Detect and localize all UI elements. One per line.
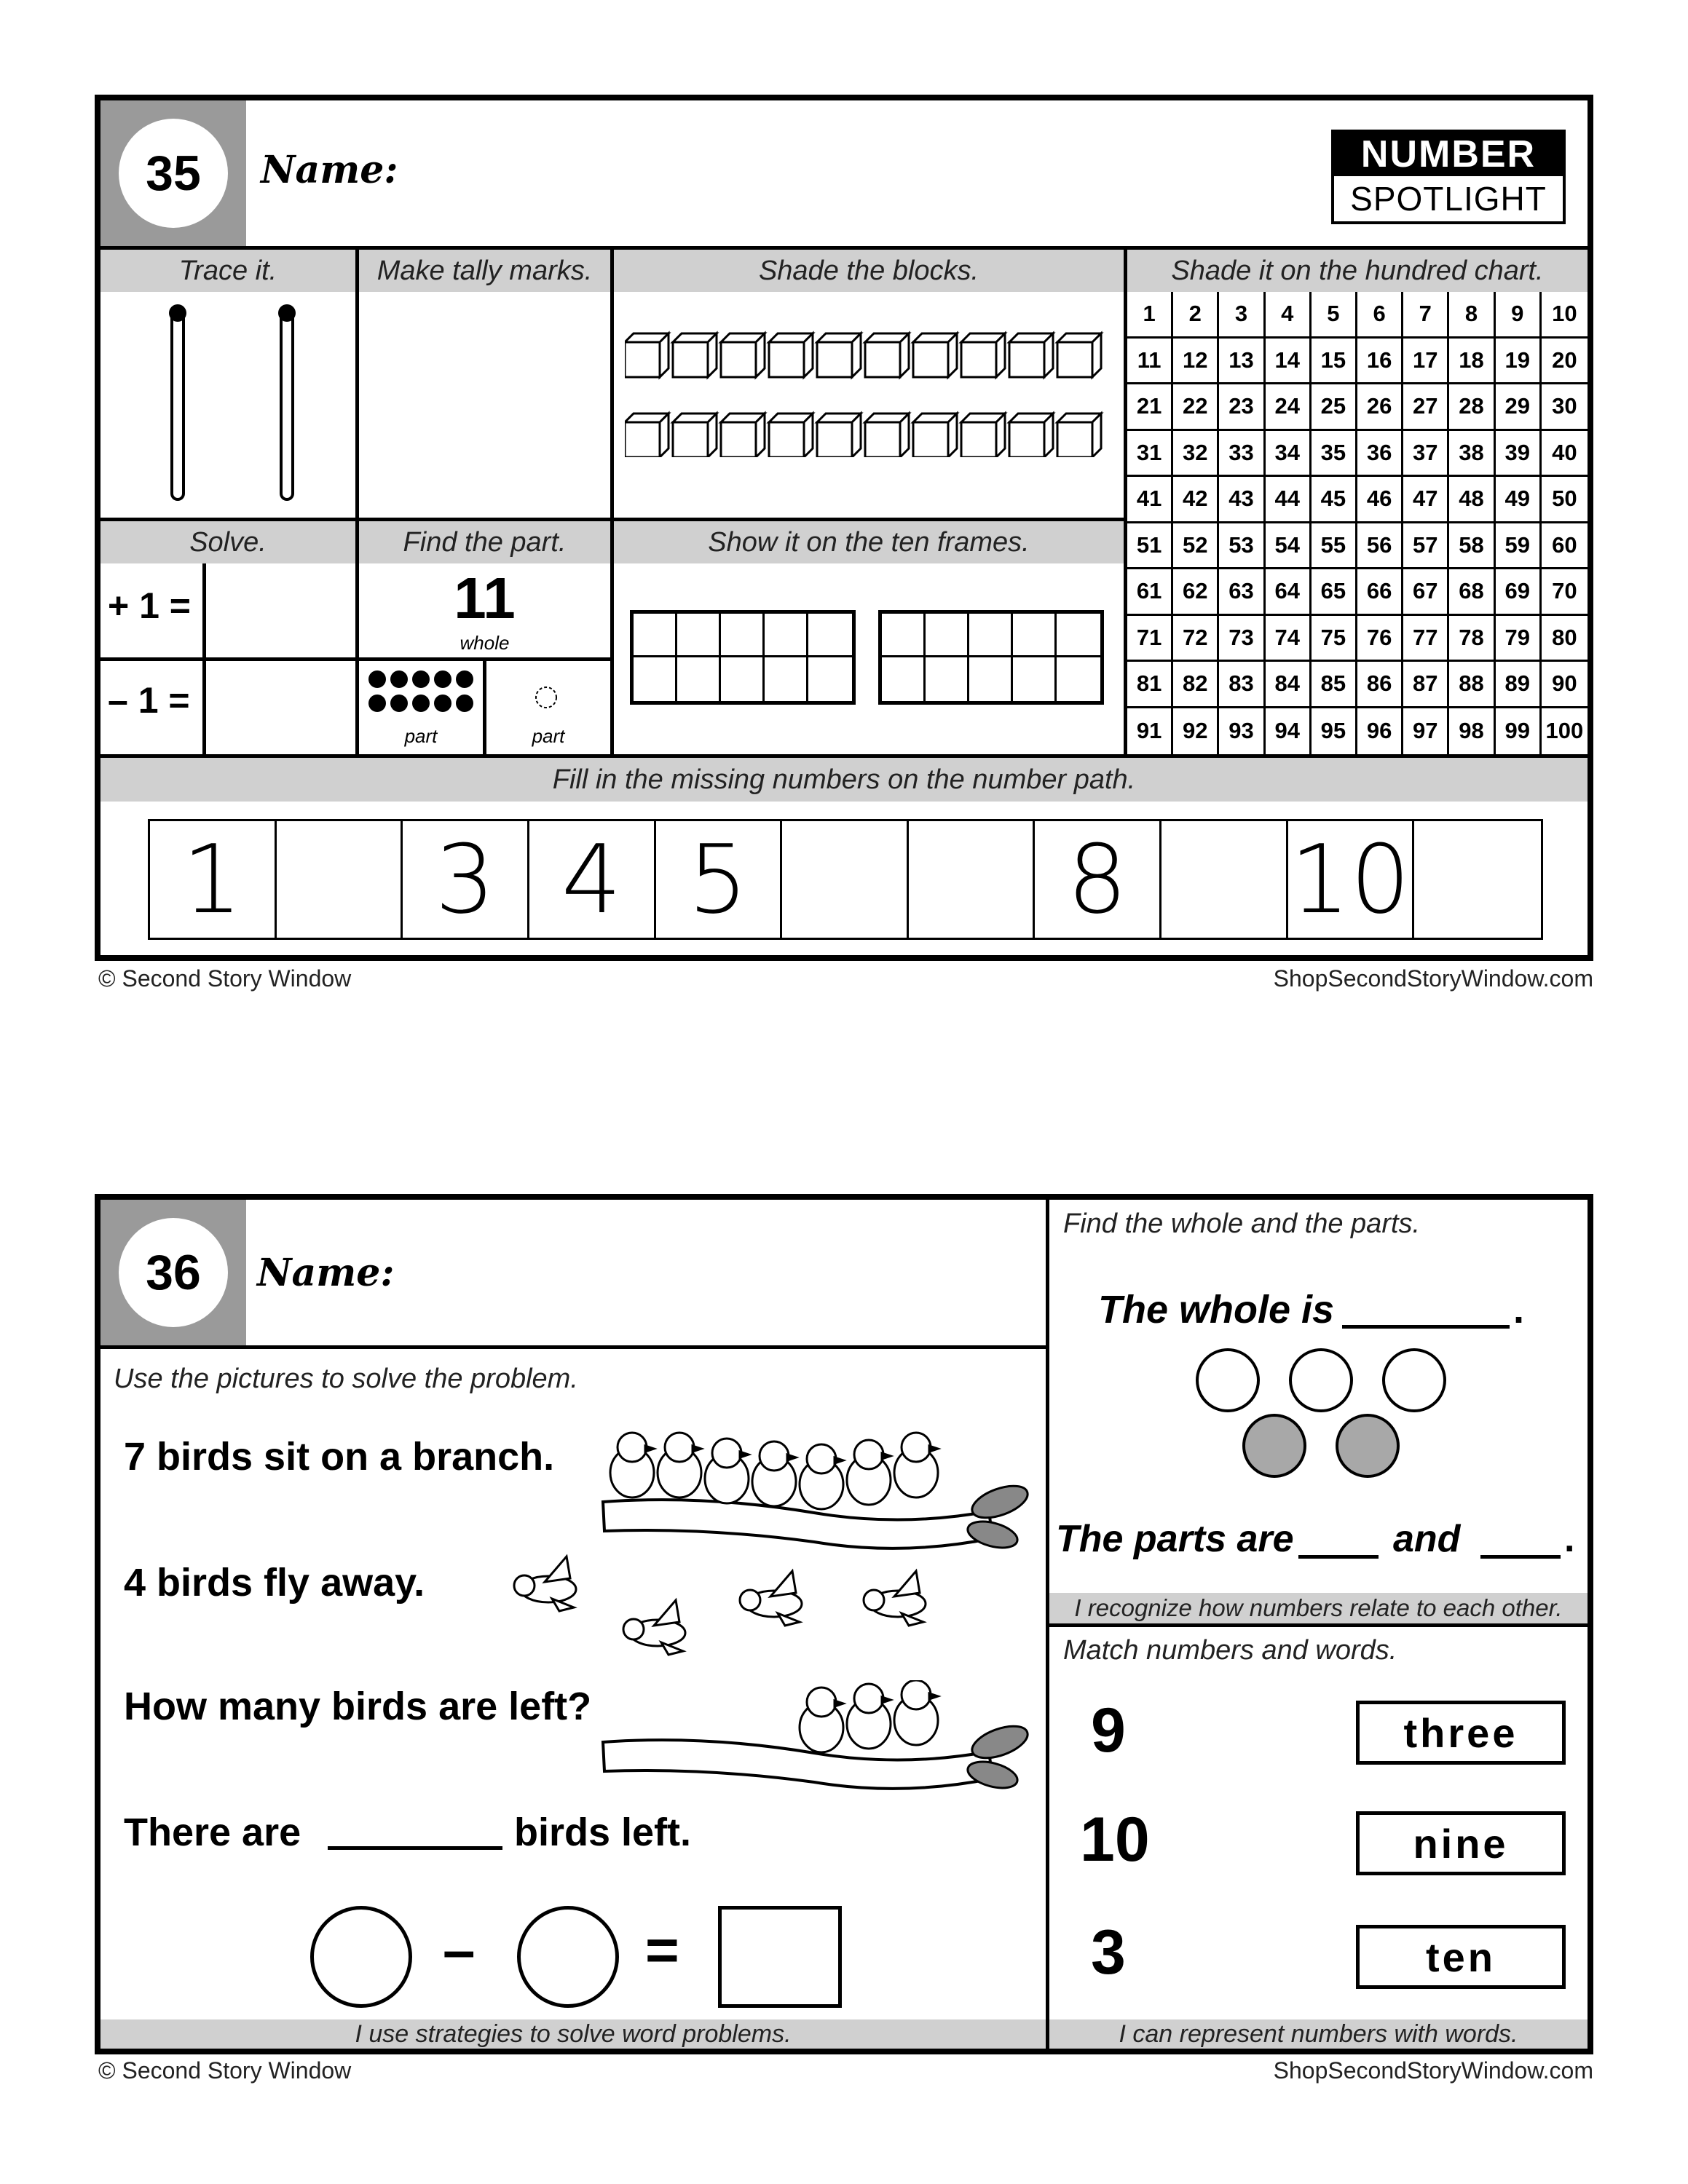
match-instruction: Match numbers and words. bbox=[1063, 1635, 1397, 1666]
hundred-chart-cell[interactable]: 6 bbox=[1357, 292, 1403, 339]
footer-left-35: © Second Story Window bbox=[98, 965, 352, 992]
header-tally: Make tally marks. bbox=[359, 250, 610, 292]
hundred-chart-cell[interactable]: 39 bbox=[1496, 431, 1542, 478]
hundred-chart-cell[interactable]: 16 bbox=[1357, 339, 1403, 385]
parts-and-label: and bbox=[1393, 1518, 1461, 1560]
cube-block[interactable] bbox=[625, 333, 669, 377]
number-path-cell[interactable] bbox=[1414, 821, 1541, 938]
hundred-chart-cell[interactable]: 55 bbox=[1312, 523, 1357, 570]
hundred-chart-cell[interactable]: 20 bbox=[1542, 339, 1588, 385]
header-trace: Trace it. bbox=[100, 250, 355, 292]
footer-right-35[interactable]: ShopSecondStoryWindow.com bbox=[1273, 965, 1593, 992]
number-path-cell[interactable] bbox=[909, 821, 1036, 938]
hundred-chart-cell[interactable]: 68 bbox=[1449, 569, 1495, 616]
card-35 bbox=[95, 95, 1593, 961]
problem-line-4-post: birds left. bbox=[514, 1811, 692, 1854]
footer-right-36[interactable]: ShopSecondStoryWindow.com bbox=[1273, 2057, 1593, 2084]
solve-minus-label: – 1 = bbox=[108, 680, 190, 721]
hundred-chart-cell[interactable]: 85 bbox=[1312, 662, 1357, 708]
equation-circle-1[interactable] bbox=[310, 1906, 412, 2008]
hundred-chart-cell[interactable]: 69 bbox=[1496, 569, 1542, 616]
hundred-chart-cell[interactable]: 75 bbox=[1312, 616, 1357, 662]
hundred-chart-cell[interactable]: 51 bbox=[1127, 523, 1173, 570]
number-path[interactable] bbox=[148, 819, 1543, 940]
hundred-chart-cell[interactable]: 95 bbox=[1312, 708, 1357, 755]
hundred-chart-cell[interactable]: 23 bbox=[1219, 384, 1265, 431]
hundred-chart-cell[interactable]: 21 bbox=[1127, 384, 1173, 431]
number-path-cell[interactable]: 5 bbox=[656, 821, 783, 938]
card-number: 36 bbox=[119, 1218, 228, 1327]
birds-left-blank[interactable] bbox=[328, 1846, 502, 1850]
cube-block[interactable] bbox=[625, 414, 669, 457]
hundred-chart-cell[interactable]: 93 bbox=[1219, 708, 1265, 755]
parts-are-label: The parts are bbox=[1056, 1518, 1294, 1560]
hundred-chart-cell[interactable]: 45 bbox=[1312, 477, 1357, 523]
hundred-chart-cell[interactable]: 4 bbox=[1266, 292, 1312, 339]
header-solve: Solve. bbox=[100, 521, 355, 563]
minus-sign: – bbox=[443, 1918, 476, 1982]
cube-block[interactable] bbox=[721, 333, 765, 377]
hundred-chart-cell[interactable]: 37 bbox=[1403, 431, 1449, 478]
cube-block[interactable] bbox=[721, 414, 765, 457]
match-number-3[interactable]: 3 bbox=[1091, 1918, 1126, 1987]
whole-label: whole bbox=[460, 632, 510, 654]
hundred-chart-cell[interactable]: 81 bbox=[1127, 662, 1173, 708]
number-path-cell[interactable]: 1 bbox=[150, 821, 277, 938]
hundred-chart-cell[interactable]: 76 bbox=[1357, 616, 1403, 662]
hundred-chart-cell[interactable]: 58 bbox=[1449, 523, 1495, 570]
hundred-chart-cell[interactable]: 43 bbox=[1219, 477, 1265, 523]
number-path-cell[interactable]: 3 bbox=[403, 821, 529, 938]
equals-sign: = bbox=[645, 1918, 679, 1982]
hundred-chart-cell[interactable]: 8 bbox=[1449, 292, 1495, 339]
whole-parts-instruction: Find the whole and the parts. bbox=[1063, 1208, 1421, 1239]
hundred-chart-cell[interactable]: 50 bbox=[1542, 477, 1588, 523]
hundred-chart-cell[interactable]: 92 bbox=[1173, 708, 1219, 755]
hundred-chart-cell[interactable]: 2 bbox=[1173, 292, 1219, 339]
hundred-chart-cell[interactable]: 28 bbox=[1449, 384, 1495, 431]
cube-block[interactable] bbox=[961, 414, 1005, 457]
hundred-chart-cell[interactable]: 10 bbox=[1542, 292, 1588, 339]
problem-line-2: 4 birds fly away. bbox=[124, 1561, 425, 1605]
hundred-chart-cell[interactable]: 79 bbox=[1496, 616, 1542, 662]
cube-block[interactable] bbox=[913, 333, 957, 377]
hundred-chart-cell[interactable]: 78 bbox=[1449, 616, 1495, 662]
match-word-2[interactable]: nine bbox=[1356, 1811, 1566, 1875]
solve-plus-label: + 1 = bbox=[108, 585, 191, 626]
period-2: . bbox=[1564, 1518, 1575, 1560]
number-path-cell[interactable]: 10 bbox=[1288, 821, 1415, 938]
solve-minus-answer[interactable] bbox=[206, 661, 355, 754]
hundred-chart-cell[interactable]: 42 bbox=[1173, 477, 1219, 523]
header-hundred: Shade it on the hundred chart. bbox=[1127, 250, 1588, 292]
hundred-chart-cell[interactable]: 80 bbox=[1542, 616, 1588, 662]
match-number-2[interactable]: 10 bbox=[1080, 1805, 1150, 1875]
hundred-chart-cell[interactable]: 49 bbox=[1496, 477, 1542, 523]
hundred-chart-cell[interactable]: 53 bbox=[1219, 523, 1265, 570]
hundred-chart-cell[interactable]: 11 bbox=[1127, 339, 1173, 385]
hundred-chart-cell[interactable]: 52 bbox=[1173, 523, 1219, 570]
hundred-chart-cell[interactable]: 88 bbox=[1449, 662, 1495, 708]
hundred-chart-cell[interactable]: 97 bbox=[1403, 708, 1449, 755]
problem-instruction: Use the pictures to solve the problem. bbox=[114, 1364, 578, 1394]
part-dashed-circle-icon[interactable] bbox=[532, 683, 561, 712]
blocks-grid[interactable] bbox=[625, 319, 1105, 457]
number-path-cell[interactable] bbox=[277, 821, 403, 938]
hundred-chart-cell[interactable]: 99 bbox=[1496, 708, 1542, 755]
hundred-chart-cell[interactable]: 38 bbox=[1449, 431, 1495, 478]
header-numberpath: Fill in the missing numbers on the number path. bbox=[100, 758, 1588, 802]
hundred-chart-cell[interactable]: 29 bbox=[1496, 384, 1542, 431]
cube-block[interactable] bbox=[769, 414, 813, 457]
part-blank-2[interactable] bbox=[1480, 1555, 1561, 1559]
hundred-chart-cell[interactable]: 3 bbox=[1219, 292, 1265, 339]
hundred-chart-cell[interactable]: 84 bbox=[1266, 662, 1312, 708]
cube-block[interactable] bbox=[673, 414, 717, 457]
number-path-cell[interactable]: 4 bbox=[529, 821, 656, 938]
name-label: Name: bbox=[261, 148, 398, 192]
hundred-chart-cell[interactable]: 24 bbox=[1266, 384, 1312, 431]
period-1: . bbox=[1513, 1288, 1525, 1332]
hundred-chart-cell[interactable]: 18 bbox=[1449, 339, 1495, 385]
hundred-chart-cell[interactable]: 63 bbox=[1219, 569, 1265, 616]
match-word-3[interactable]: ten bbox=[1356, 1925, 1566, 1989]
hundred-chart-cell[interactable]: 64 bbox=[1266, 569, 1312, 616]
footer-left-36: © Second Story Window bbox=[98, 2057, 352, 2084]
cube-block[interactable] bbox=[769, 333, 813, 377]
hundred-chart-cell[interactable]: 54 bbox=[1266, 523, 1312, 570]
hundred-chart-cell[interactable]: 87 bbox=[1403, 662, 1449, 708]
part-dots-icon bbox=[366, 667, 483, 718]
whole-parts-circles-icon bbox=[1170, 1345, 1475, 1484]
hundred-chart-cell[interactable]: 1 bbox=[1127, 292, 1173, 339]
header-blocks: Shade the blocks. bbox=[614, 250, 1124, 292]
hundred-chart-cell[interactable]: 9 bbox=[1496, 292, 1542, 339]
name-field[interactable] bbox=[392, 130, 1338, 217]
whole-value: 11 bbox=[454, 566, 516, 630]
part-label-left: part bbox=[404, 725, 438, 747]
hundred-chart-cell[interactable]: 62 bbox=[1173, 569, 1219, 616]
number-path-cell[interactable]: 8 bbox=[1035, 821, 1162, 938]
hundred-chart-cell[interactable]: 22 bbox=[1173, 384, 1219, 431]
hundred-chart-cell[interactable]: 13 bbox=[1219, 339, 1265, 385]
hundred-chart-cell[interactable]: 17 bbox=[1403, 339, 1449, 385]
hundred-chart-cell[interactable]: 34 bbox=[1266, 431, 1312, 478]
hundred-chart-cell[interactable]: 73 bbox=[1219, 616, 1265, 662]
solve-plus-answer[interactable] bbox=[206, 563, 355, 657]
hundred-chart-cell[interactable]: 72 bbox=[1173, 616, 1219, 662]
hundred-chart-cell[interactable]: 27 bbox=[1403, 384, 1449, 431]
hundred-chart-cell[interactable]: 61 bbox=[1127, 569, 1173, 616]
cube-block[interactable] bbox=[865, 414, 909, 457]
hundred-chart-cell[interactable]: 35 bbox=[1312, 431, 1357, 478]
hundred-chart-cell[interactable]: 46 bbox=[1357, 477, 1403, 523]
number-path-cell[interactable] bbox=[782, 821, 909, 938]
cube-block[interactable] bbox=[1009, 414, 1053, 457]
hundred-chart-cell[interactable]: 12 bbox=[1173, 339, 1219, 385]
hundred-chart-cell[interactable]: 82 bbox=[1173, 662, 1219, 708]
match-footer: I can represent numbers with words. bbox=[1049, 2019, 1588, 2049]
hundred-chart-cell[interactable]: 56 bbox=[1357, 523, 1403, 570]
hundred-chart-cell[interactable]: 15 bbox=[1312, 339, 1357, 385]
hundred-chart-cell[interactable]: 30 bbox=[1542, 384, 1588, 431]
cube-block[interactable] bbox=[1057, 414, 1101, 457]
hundred-chart-cell[interactable]: 36 bbox=[1357, 431, 1403, 478]
cube-block[interactable] bbox=[865, 333, 909, 377]
hundred-chart-cell[interactable]: 71 bbox=[1127, 616, 1173, 662]
problem-line-1: 7 birds sit on a branch. bbox=[124, 1435, 555, 1479]
part-label-right: part bbox=[532, 725, 565, 747]
hundred-chart-cell[interactable]: 66 bbox=[1357, 569, 1403, 616]
name-field[interactable] bbox=[392, 1229, 974, 1316]
logo-number: NUMBER bbox=[1334, 132, 1563, 176]
hundred-chart-cell[interactable]: 47 bbox=[1403, 477, 1449, 523]
hundred-chart-cell[interactable]: 48 bbox=[1449, 477, 1495, 523]
number-path-cell[interactable] bbox=[1162, 821, 1288, 938]
cube-block[interactable] bbox=[673, 333, 717, 377]
hundred-chart-cell[interactable]: 33 bbox=[1219, 431, 1265, 478]
cube-block[interactable] bbox=[1009, 333, 1053, 377]
header-part: Find the part. bbox=[359, 521, 610, 563]
ten-frame-right[interactable] bbox=[878, 610, 1104, 705]
whole-parts-footer: I recognize how numbers relate to each other. bbox=[1049, 1593, 1588, 1623]
hundred-chart-cell[interactable]: 91 bbox=[1127, 708, 1173, 755]
equation-answer-box[interactable] bbox=[718, 1906, 842, 2008]
logo-spotlight: SPOTLIGHT bbox=[1350, 180, 1547, 218]
number-spotlight-logo bbox=[1331, 130, 1566, 224]
name-label: Name: bbox=[257, 1251, 395, 1295]
hundred-chart[interactable] bbox=[1127, 292, 1588, 754]
problem-line-4-pre: There are bbox=[124, 1811, 301, 1854]
birds-remaining-icon bbox=[596, 1680, 1033, 1804]
hundred-chart-cell[interactable]: 44 bbox=[1266, 477, 1312, 523]
hundred-chart-cell[interactable]: 19 bbox=[1496, 339, 1542, 385]
hundred-chart-cell[interactable]: 26 bbox=[1357, 384, 1403, 431]
header-tenframes: Show it on the ten frames. bbox=[614, 521, 1124, 563]
hundred-chart-cell[interactable]: 65 bbox=[1312, 569, 1357, 616]
cube-block[interactable] bbox=[817, 333, 861, 377]
part-blank-1[interactable] bbox=[1298, 1555, 1379, 1559]
hundred-chart-cell[interactable]: 98 bbox=[1449, 708, 1495, 755]
whole-blank[interactable] bbox=[1342, 1325, 1510, 1329]
hundred-chart-cell[interactable]: 32 bbox=[1173, 431, 1219, 478]
hundred-chart-cell[interactable]: 7 bbox=[1403, 292, 1449, 339]
whole-is-label: The whole is bbox=[1098, 1288, 1335, 1332]
match-word-1[interactable]: three bbox=[1356, 1701, 1566, 1765]
card-36 bbox=[95, 1194, 1593, 2054]
hundred-chart-cell[interactable]: 14 bbox=[1266, 339, 1312, 385]
hundred-chart-cell[interactable]: 70 bbox=[1542, 569, 1588, 616]
hundred-chart-cell[interactable]: 83 bbox=[1219, 662, 1265, 708]
hundred-chart-cell[interactable]: 96 bbox=[1357, 708, 1403, 755]
tally-area[interactable] bbox=[359, 292, 610, 518]
cube-block[interactable] bbox=[913, 414, 957, 457]
cube-block[interactable] bbox=[1057, 333, 1101, 377]
hundred-chart-cell[interactable]: 59 bbox=[1496, 523, 1542, 570]
trace-eleven-icon[interactable] bbox=[144, 297, 319, 508]
hundred-chart-cell[interactable]: 60 bbox=[1542, 523, 1588, 570]
hundred-chart-cell[interactable]: 89 bbox=[1496, 662, 1542, 708]
hundred-chart-cell[interactable]: 77 bbox=[1403, 616, 1449, 662]
hundred-chart-cell[interactable]: 57 bbox=[1403, 523, 1449, 570]
hundred-chart-cell[interactable]: 94 bbox=[1266, 708, 1312, 755]
cube-block[interactable] bbox=[961, 333, 1005, 377]
hundred-chart-cell[interactable]: 100 bbox=[1545, 718, 1584, 744]
hundred-chart-cell[interactable]: 31 bbox=[1127, 431, 1173, 478]
problem-footer: I use strategies to solve word problems. bbox=[100, 2019, 1046, 2049]
hundred-chart-cell[interactable]: 41 bbox=[1127, 477, 1173, 523]
hundred-chart-cell[interactable]: 74 bbox=[1266, 616, 1312, 662]
hundred-chart-cell[interactable]: 25 bbox=[1312, 384, 1357, 431]
hundred-chart-cell[interactable]: 5 bbox=[1312, 292, 1357, 339]
card-number: 35 bbox=[119, 119, 228, 228]
problem-line-3: How many birds are left? bbox=[124, 1685, 592, 1728]
cube-block[interactable] bbox=[817, 414, 861, 457]
birds-flying-icon bbox=[508, 1542, 1018, 1680]
birds-on-branch-icon bbox=[596, 1411, 1033, 1556]
equation-circle-2[interactable] bbox=[517, 1906, 619, 2008]
ten-frame-left[interactable] bbox=[630, 610, 856, 705]
hundred-chart-cell[interactable]: 40 bbox=[1542, 431, 1588, 478]
hundred-chart-cell[interactable]: 67 bbox=[1403, 569, 1449, 616]
hundred-chart-cell[interactable]: 86 bbox=[1357, 662, 1403, 708]
hundred-chart-cell[interactable]: 90 bbox=[1542, 662, 1588, 708]
match-number-1[interactable]: 9 bbox=[1091, 1696, 1126, 1765]
